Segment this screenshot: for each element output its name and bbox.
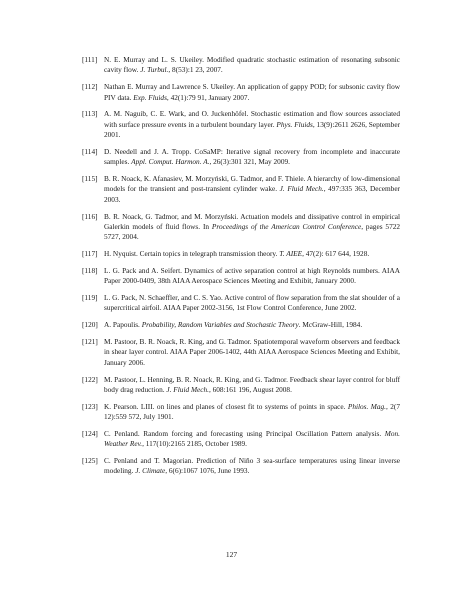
reference-venue: J. Fluid Mech.	[166, 384, 209, 394]
reference-text: B. R. Noack, G. Tadmor, and M. Morzyński. Actuation models and dissipative control in empirical Galerkin models of fluid flows. In	[104, 211, 400, 231]
reference-text: M. Pastoor, B. R. Noack, R. King, and G. Tadmor. Spatiotemporal waveform observers and feedback in shear layer control. AIAA Paper 2006-1402, 44th AIAA Aerospace Sciences Meeting and Exhibit, January 2006.	[104, 336, 400, 367]
reference-details: . McGraw-Hill, 1984.	[298, 320, 363, 330]
reference-venue: Appl. Comput. Harmon. A.	[131, 157, 210, 167]
reference-number: [118]	[82, 265, 98, 275]
reference-item	[82, 293, 400, 314]
reference-venue: Mon. Weather Rev.	[104, 428, 400, 449]
reference-details: , 117(10):2165 2185, October 1989.	[142, 439, 248, 449]
reference-text: D. Needell and J. A. Tropp. CoSaMP: Iterative signal recovery from incomplete and inaccurate samples.	[104, 146, 400, 167]
reference-text: L. G. Pack, N. Schaeffler, and C. S. Yao. Active control of flow separation from the slat shoulder of a supercritical airfoil. AIAA Paper 2002-3156, 1st Flow Control Conference, June 2002.	[104, 293, 400, 313]
reference-venue: Philos. Mag.	[347, 401, 386, 411]
reference-venue: Phys. Fluids	[276, 119, 313, 129]
reference-number: [119]	[82, 293, 98, 303]
reference-text: K. Pearson. LIII. on lines and planes of closest fit to systems of points in space.	[104, 401, 348, 411]
reference-text: C. Penland and T. Magorian. Prediction of Niño 3 sea-surface temperatures using linear inverse modeling.	[104, 456, 400, 476]
reference-details: , 6(6):1067 1076, June 1993.	[165, 466, 250, 476]
reference-number: [112]	[82, 82, 98, 92]
reference-venue: Probability, Random Variables and Stochastic Theory	[141, 320, 299, 330]
reference-text: H. Nyquist. Certain topics in telegraph transmission theory.	[104, 249, 280, 259]
reference-details: , 42(1):79 91, January 2007.	[166, 92, 250, 102]
reference-details: , 26(3):301 321, May 2009.	[209, 157, 290, 167]
reference-item	[82, 402, 400, 423]
reference-venue: J. Climate	[135, 466, 166, 476]
reference-number: [113]	[82, 109, 98, 119]
reference-number: [121]	[82, 336, 98, 346]
reference-item	[82, 55, 400, 76]
reference-item	[82, 375, 400, 396]
reference-venue: J. Fluid Mech.	[279, 184, 324, 194]
reference-number: [115]	[82, 174, 98, 184]
reference-number: [120]	[82, 320, 98, 330]
reference-details: , 608:161 196, August 2008.	[208, 384, 292, 394]
reference-details: , pages 5722 5727, 2004.	[104, 222, 401, 242]
reference-text: L. G. Pack and A. Seifert. Dynamics of active separation control at high Reynolds numbers. AIAA Paper 2000-0409, 38th AIAA Aerospace Sciences Meeting and Exhibit, January 2000.	[104, 265, 400, 286]
reference-number: [114]	[82, 146, 98, 156]
reference-item	[82, 212, 400, 243]
reference-text: N. E. Murray and L. S. Ukeiley. Modified quadratic stochastic estimation of resonating subsonic cavity flow.	[104, 55, 400, 75]
reference-text: A. M. Naguib, C. E. Wark, and O. Juckenhöfel. Stochastic estimation and flow sources associated with surface pressure events in a turbulent boundary layer.	[104, 109, 400, 129]
reference-details: , 47(2): 617 644, 1928.	[302, 249, 370, 259]
reference-venue: T. AIEE	[279, 249, 303, 259]
reference-item	[82, 109, 400, 140]
reference-text: C. Penland. Random forcing and forecasting using Principal Oscillation Pattern analysis.	[104, 428, 385, 438]
reference-details: , 2(7 12):559 572, July 1901.	[104, 401, 400, 422]
reference-item	[82, 429, 400, 450]
reference-details: , 8(53):1 23, 2007.	[168, 65, 223, 75]
reference-number: [123]	[82, 401, 98, 411]
reference-item	[82, 320, 400, 330]
reference-number: [111]	[82, 55, 98, 64]
reference-item	[82, 147, 400, 168]
reference-number: [116]	[82, 211, 98, 221]
reference-text: B. R. Noack, K. Afanasiev, M. Morzyński, G. Tadmor, and F. Thiele. A hierarchy of low-dimensional models for the transient and post-transient cylinder wake.	[104, 174, 400, 194]
reference-details: , 497:335 363, December 2003.	[104, 184, 400, 204]
reference-text: M. Pastoor, L. Henning, B. R. Noack, R. King, and G. Tadmor. Feedback shear layer control for bluff body drag reduction.	[104, 374, 401, 394]
reference-item	[82, 266, 400, 287]
reference-venue: J. Turbul.	[140, 65, 169, 75]
reference-list	[82, 55, 400, 483]
reference-text: Nathan E. Murray and Lawrence S. Ukeiley. An application of gappy POD; for subsonic cavity flow PIV data.	[104, 82, 400, 102]
reference-number: [124]	[82, 428, 98, 438]
reference-item	[82, 249, 400, 259]
reference-text: A. Papoulis.	[104, 320, 142, 330]
page-number: 127	[225, 550, 238, 559]
reference-item	[82, 456, 400, 477]
reference-details: , 13(9):2611 2626, September 2001.	[104, 119, 400, 140]
reference-number: [125]	[82, 456, 98, 465]
reference-venue: Proceedings of the American Control Conference	[211, 222, 362, 231]
reference-venue: Exp. Fluids	[133, 92, 167, 102]
reference-item	[82, 82, 400, 103]
reference-item	[82, 174, 400, 205]
reference-number: [117]	[82, 249, 98, 259]
reference-number: [122]	[82, 374, 98, 384]
reference-item	[82, 337, 400, 368]
